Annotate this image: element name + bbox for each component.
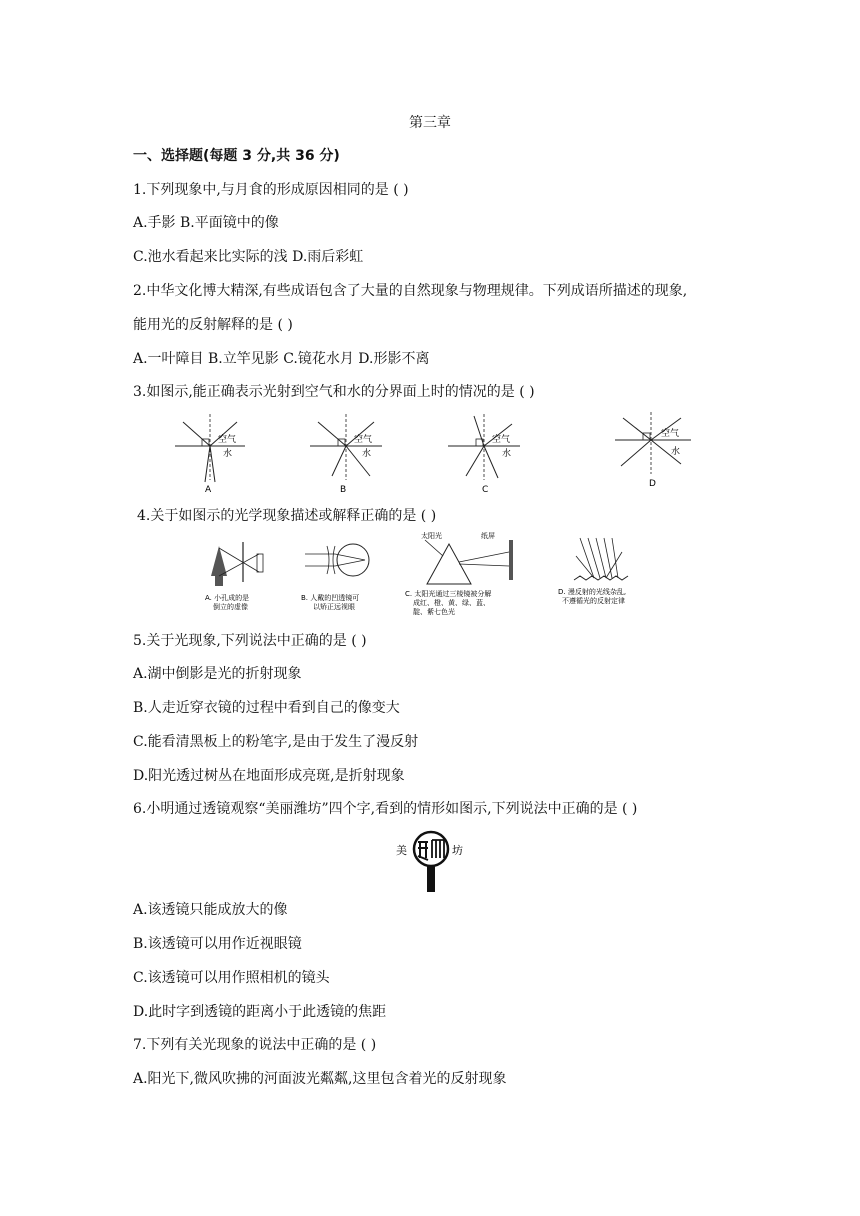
q2-stem-line2: 能用光的反射解释的是 ( ) xyxy=(133,317,293,333)
q7-option-a: A.阳光下,微风吹拂的河面波光粼粼,这里包含着光的反射现象 xyxy=(133,1071,507,1087)
q6-option-d: D.此时字到透镜的距离小于此透镜的焦距 xyxy=(133,1004,387,1020)
q4-diffuse-diagram xyxy=(558,538,628,605)
q6-option-a: A.该透镜只能成放大的像 xyxy=(133,902,288,918)
q6-option-b: B.该透镜可以用作近视眼镜 xyxy=(133,936,302,952)
q4-prism-diagram xyxy=(405,531,513,616)
q4-pinhole-diagram xyxy=(205,542,263,611)
q6-magnifier-figure xyxy=(392,830,472,896)
q3-diagram-d xyxy=(615,412,691,489)
q3d-letter: D xyxy=(649,479,656,489)
q3a-air-label: 空气 xyxy=(218,435,237,445)
q6-char-right: 坊 xyxy=(452,844,463,857)
q5-stem: 5.关于光现象,下列说法中正确的是 ( ) xyxy=(133,633,367,649)
q3-figure xyxy=(160,410,720,495)
q3a-water-label: 水 xyxy=(223,449,233,459)
q1-options-cd: C.池水看起来比实际的浅 D.雨后彩虹 xyxy=(133,249,364,265)
q3-stem: 3.如图示,能正确表示光射到空气和水的分界面上时的情况的是 ( ) xyxy=(133,384,535,400)
q4-caption-a-1: A. 小孔成的是 xyxy=(205,594,250,602)
q4-caption-c-3: 靛、紫七色光 xyxy=(413,608,455,616)
q4-eye-lens-diagram xyxy=(301,544,369,611)
q4-caption-d-2: 不遵循光的反射定律 xyxy=(562,597,625,605)
q3d-water-label: 水 xyxy=(671,447,681,457)
q4-figure xyxy=(190,530,670,630)
q3-diagram-c xyxy=(448,414,520,495)
q6-stem: 6.小明通过透镜观察“美丽潍坊”四个字,看到的情形如图示,下列说法中正确的是 ( ) xyxy=(133,801,638,817)
chapter-title: 第三章 xyxy=(409,115,451,131)
q3d-air-label: 空气 xyxy=(661,429,680,439)
q4-caption-c-2: 成红、橙、黄、绿、蓝、 xyxy=(413,599,490,607)
q1-options-ab: A.手影 B.平面镜中的像 xyxy=(133,215,279,231)
q5-option-a: A.湖中倒影是光的折射现象 xyxy=(133,666,302,682)
q4-caption-b-2: 以矫正远视眼 xyxy=(313,603,355,611)
q3-diagram-b xyxy=(310,414,382,495)
q1-stem: 1.下列现象中,与月食的形成原因相同的是 ( ) xyxy=(133,182,409,198)
q2-stem-line1: 2.中华文化博大精深,有些成语包含了大量的自然现象与物理规律。下列成语所描述的现象, xyxy=(133,283,688,299)
q3b-air-label: 空气 xyxy=(354,435,373,445)
q3a-letter: A xyxy=(205,485,212,495)
q3c-letter: C xyxy=(482,485,489,495)
q5-option-d: D.阳光透过树丛在地面形成亮斑,是折射现象 xyxy=(133,768,405,784)
q4-caption-c-1: C. 太阳光通过三棱镜被分解 xyxy=(405,590,492,598)
q3c-air-label: 空气 xyxy=(492,435,511,445)
q3b-water-label: 水 xyxy=(362,449,372,459)
q6-char-left: 美 xyxy=(396,844,407,857)
q4-screen-label: 纸屏 xyxy=(481,532,495,540)
q4-caption-d-1: D. 漫反射的光线杂乱, xyxy=(558,588,627,596)
q5-option-b: B.人走近穿衣镜的过程中看到自己的像变大 xyxy=(133,700,400,716)
q3c-water-label: 水 xyxy=(502,449,512,459)
q4-sunlight-label: 太阳光 xyxy=(421,532,442,540)
q2-options: A.一叶障目 B.立竿见影 C.镜花水月 D.形影不离 xyxy=(133,351,430,367)
section-heading: 一、选择题(每题 3 分,共 36 分) xyxy=(133,148,340,164)
q4-caption-a-2: 倒立的虚像 xyxy=(213,603,248,611)
q3b-letter: B xyxy=(340,485,347,495)
q3-diagram-a xyxy=(175,414,245,495)
q4-stem: 4.关于如图示的光学现象描述或解释正确的是 ( ) xyxy=(137,508,437,524)
q4-caption-b-1: B. 人戴的凹透镜可 xyxy=(301,594,360,602)
q7-stem: 7.下列有关光现象的说法中正确的是 ( ) xyxy=(133,1037,377,1053)
q6-option-c: C.该透镜可以用作照相机的镜头 xyxy=(133,970,330,986)
q5-option-c: C.能看清黑板上的粉笔字,是由于发生了漫反射 xyxy=(133,734,419,750)
